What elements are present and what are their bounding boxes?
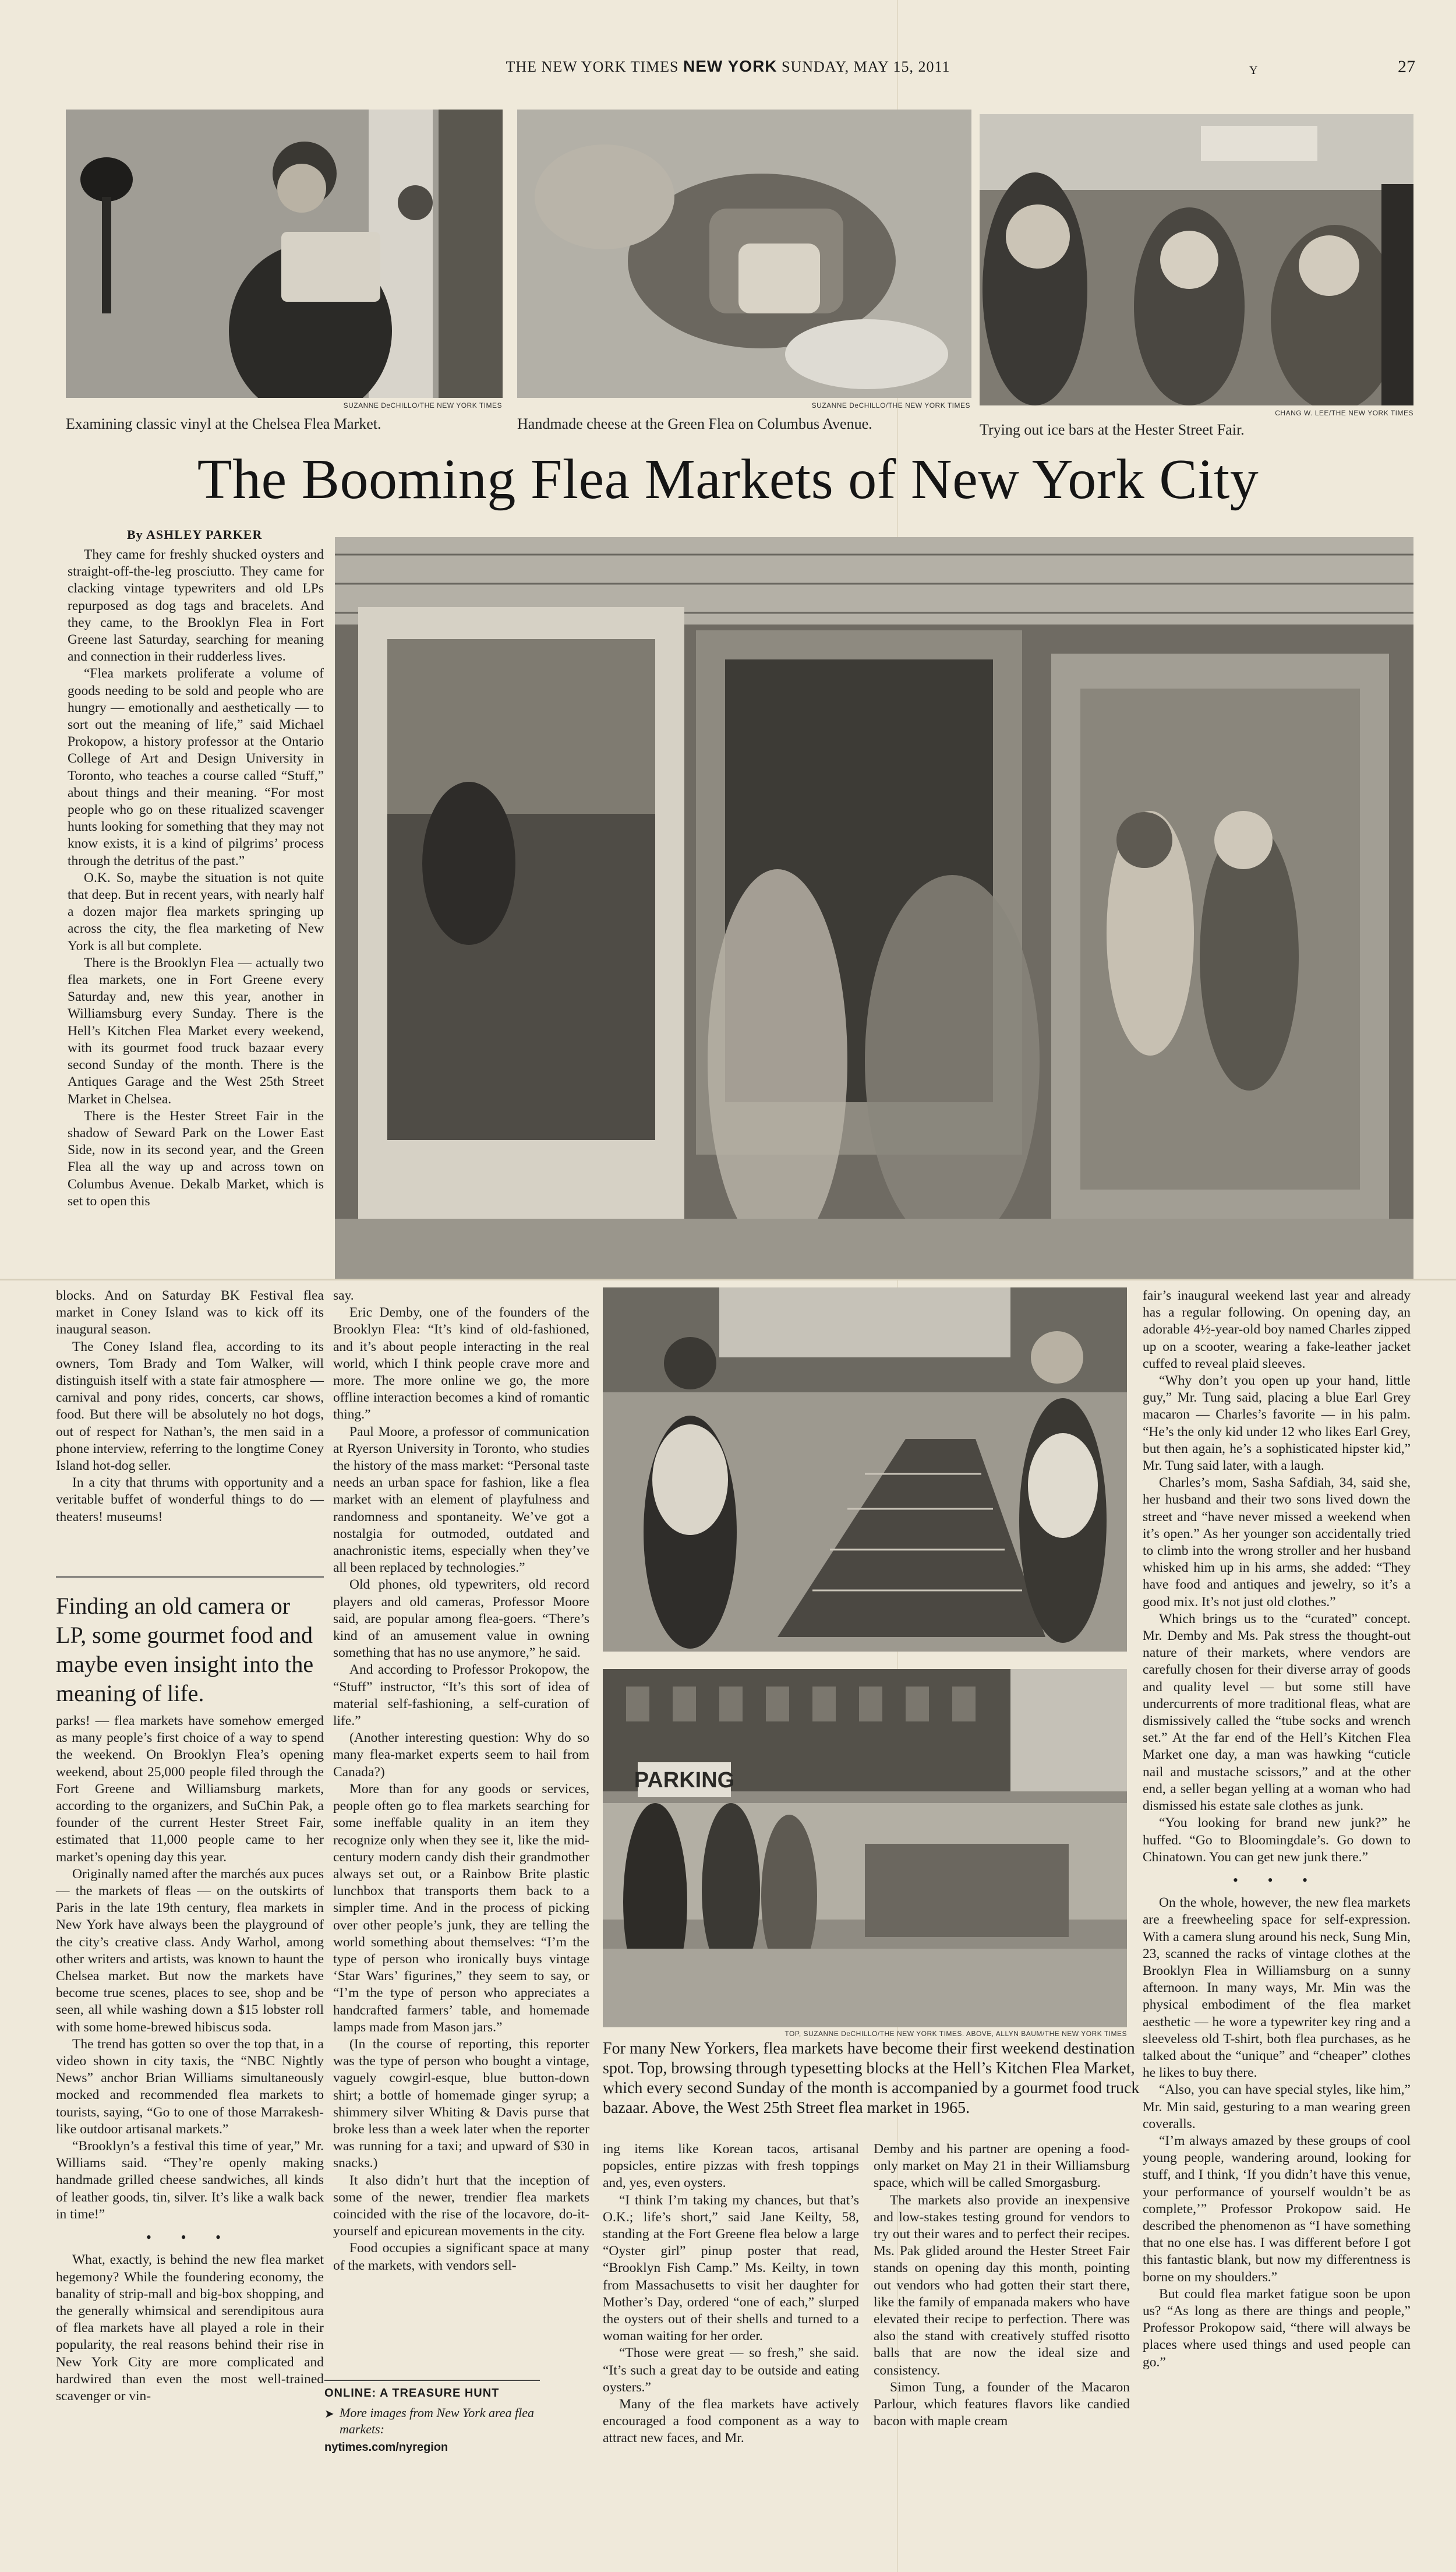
online-promo-heading: ONLINE: A TREASURE HUNT <box>324 2380 540 2400</box>
paragraph: Which brings us to the “curated” concept. Mr. Demby and Ms. Pak stress the thought-out nature of their markets, where vendors are carefully chosen for their diverse array of goods and quality level — but some still have undercurrents of more traditional fleas, what are dismissively called the “tube socks and wrench set.” At the far end of the Hell’s Kitchen Flea Market one day, a man was hawking “cuticle nail and mustache scissors,” and at the other end, a seller began yelling at a woman who had dismissed his estate sale clothes as junk. <box>1143 1611 1411 1814</box>
article-column-1-top <box>68 546 324 1210</box>
online-promo <box>324 2380 540 2454</box>
photo-caption: Examining classic vinyl at the Chelsea Flea Market. <box>66 415 381 432</box>
paragraph: There is the Hester Street Fair in the shadow of Seward Park on the Lower East Side, now in its second year, and the Green Flea all the way up and across town on Columbus Avenue. Dekalb Market, which is set to open this <box>68 1108 324 1209</box>
paragraph: Simon Tung, a founder of the Macaron Parlour, which features flavors like candied bacon with maple cream <box>874 2379 1130 2429</box>
masthead-paper: THE NEW YORK TIMES <box>506 58 679 75</box>
paragraph: “You looking for brand new junk?” he huffed. “Go to Bloomingdale’s. Go down to Chinatown. You can get new junk there.” <box>1143 1815 1411 1865</box>
masthead-date: SUNDAY, MAY 15, 2011 <box>782 58 950 75</box>
paragraph: The markets also provide an inexpensive and low-stakes testing ground for vendors to try out their wares and to perfect their recipes. Ms. Pak glided around the Hester Street Fair stands on opening day this month, pointing out vendors who had gotten their start there, like the family of empanada makers who have elevated their recipe to perfection. There was also the stand with creatively stuffed risotto balls that are now the ideal size and consistency. <box>874 2192 1130 2378</box>
photo-credit: TOP, SUZANNE DeCHILLO/THE NEW YORK TIMES. ABOVE, ALLYN BAUM/THE NEW YORK TIMES <box>784 2030 1127 2038</box>
photo-ice-bars <box>980 114 1413 405</box>
paragraph: “I’m always amazed by these groups of cool young people, wandering around, looking for stuff, and I think, ‘If you didn’t have this venue, your performance of yourself wouldn’t be as complete,’” Professor Prokopow said. He described the phenomenon as “I have something that no one else has. I was different before I got this fantastic blank, but now my differentness is borne on my shoulders.” <box>1143 2133 1411 2285</box>
paragraph: blocks. And on Saturday BK Festival flea market in Coney Island was to kick off its inaugural season. <box>56 1288 324 1338</box>
paragraph: “Why don’t you open up your hand, little guy,” Mr. Tung said, placing a blue Earl Grey macaron — Charles’s favorite — in his palm. “He’s the only kid under 12 who likes Earl Grey, but then again, he’s a sophisticated hipster kid,” Mr. Tung said later, with a laugh. <box>1143 1373 1411 1474</box>
photo-typesetting-blocks <box>603 1287 1127 1652</box>
paragraph: “Brooklyn’s a festival this time of year,” Mr. Williams said. “They’re openly making handmade grilled cheese sandwiches, all kinds of leather goods, tin, silver. It’s like a walk back in time!” <box>56 2139 324 2222</box>
paragraph: But could flea market fatigue soon be upon us? “As long as there are things and people,” Professor Prokopow said, “there will always be places where used things and used people can go.” <box>1143 2286 1411 2370</box>
paragraph: “Flea markets proliferate a volume of goods needing to be sold and people who are hungry — emotionally and aesthetically — to sort out the meaning of life,” said Michael Prokopow, a history professor at the Ontario College of Art and Design University in Toronto, who teaches a course called “Stuff,” about things and their meaning. “For most people who go on these ritualized scavenger hunts looking for something that they may not know exists, it is a kind of pilgrims’ process through the detritus of the past.” <box>68 666 324 869</box>
masthead-section: NEW YORK <box>683 57 778 75</box>
article-column-3 <box>603 2141 859 2447</box>
paragraph: (Another interesting question: Why do so many flea-market experts seem to hail from Canada?) <box>333 1730 589 1780</box>
paragraph: And according to Professor Prokopow, the “Stuff” instructor, “It’s this sort of idea of material self-fashioning, a self-curation of life.” <box>333 1662 589 1729</box>
paragraph: parks! — flea markets have somehow emerged as many people’s first choice of a way to spend the weekend. On Brooklyn Flea’s opening weekend, about 25,000 people filed through the Fort Greene and Williamsburg markets, according to the organizers, and SuChin Pak, a founder of the current Hester Street Fair, estimated that 11,000 people came to her market’s opening day this year. <box>56 1713 324 1865</box>
online-promo-text <box>324 2405 540 2437</box>
paragraph: “Also, you can have special styles, like him,” Mr. Min said, gesturing to a man wearing green coveralls. <box>1143 2082 1411 2132</box>
arrow-icon: ➤ <box>324 2408 334 2421</box>
paragraph: On the whole, however, the new flea markets are a freewheeling space for self-expression. With a camera slung around his neck, Sung Min, 23, scanned the racks of vintage clothes at the Brooklyn Flea in Williamsburg on a sunny afternoon. In many ways, Mr. Min was the physical embodiment of the flea market aesthetic — he wore a typewriter key ring and a sleeveless old T-shirt, both flea purchases, as he talked about the “unique” and “cheaper” clothes he likes to buy there. <box>1143 1895 1411 2081</box>
article-column-1-bottom <box>56 1713 324 2405</box>
paragraph: Charles’s mom, Sasha Safdiah, 34, said she, her husband and their two sons lived down the street and “have never missed a weekend when it’s open.” As her younger son accidentally tried to climb into the wrong stroller and her husband whisked him up in his arms, she added: “They have food and antiques and jewelry, so it’s a good mix. It’s not just old clothes.” <box>1143 1475 1411 1610</box>
article-column-2 <box>333 1287 589 2274</box>
photo-vinyl <box>66 110 503 398</box>
masthead-edition-mark: Y <box>1249 64 1258 77</box>
paragraph: The trend has gotten so over the top that, in a video shown in city taxis, the “NBC Nightly News” anchor Brian Williams simultaneously mocked and recommended flea markets to tourists, saying, “Go to one of those Marrakesh-like outdoor artisanal markets.” <box>56 2036 324 2137</box>
photo-caption: Handmade cheese at the Green Flea on Columbus Avenue. <box>517 415 872 432</box>
photo-cheese <box>517 110 971 398</box>
paragraph: Many of the flea markets have actively encouraged a food component as a way to attract new faces, and Mr. <box>603 2397 859 2446</box>
paragraph: ing items like Korean tacos, artisanal popsicles, entire pizzas with fresh toppings and, yes, even oysters. <box>603 2141 859 2191</box>
paragraph: Originally named after the marchés aux puces — the markets of fleas — on the outskirts of Paris in the late 19th century, flea markets in New York have always been the playground of the city’s creative class. Andy Warhol, among other writers and artists, was known to haunt the Chelsea market. But now the markets have become true scenes, places to see, shop and be seen, all while washing down a $15 lobster roll with some home-brewed hibiscus soda. <box>56 1866 324 2035</box>
paragraph: “Those were great — so fresh,” she said. “It’s such a great day to be outside and eating oysters.” <box>603 2345 859 2395</box>
photo-credit: SUZANNE DeCHILLO/THE NEW YORK TIMES <box>343 401 502 410</box>
paragraph: Old phones, old typewriters, old record players and old cameras, Professor Moore said, are popular among flea-goers. “There’s kind of an amusement value in owning something that has no use anymore,” he said. <box>333 1577 589 1661</box>
online-promo-link[interactable]: nytimes.com/nyregion <box>324 2441 448 2454</box>
paragraph: Demby and his partner are opening a food-only market on May 21 in their Williamsburg space, which will be called Smorgasburg. <box>874 2141 1130 2191</box>
section-break: • • • <box>146 2229 234 2246</box>
page-fold-horizontal <box>0 1279 1456 1280</box>
parking-sign-text: PARKING <box>634 1768 735 1793</box>
headline: The Booming Flea Markets of New York City <box>197 448 1259 511</box>
paragraph: In a city that thrums with opportunity and a veritable buffet of wonderful things to do — theaters! museums! <box>56 1475 324 1525</box>
photo-credit: SUZANNE DeCHILLO/THE NEW YORK TIMES <box>811 401 970 410</box>
paragraph: There is the Brooklyn Flea — actually two flea markets, one in Fort Greene every Saturday and, new this year, another in Williamsburg every Sunday. There is the Hell’s Kitchen Flea Market every weekend, with its gourmet food truck bazaar every second Sunday of the month. There is the Antiques Garage and the West 25th Street Market in Chelsea. <box>68 955 324 1107</box>
paragraph: It also didn’t hurt that the inception of some of the newer, trendier flea markets coincided with the rise of the locavore, do-it-yourself and epicurean movements in the city. <box>333 2172 589 2239</box>
paragraph: “I think I’m taking my chances, but that’s O.K.; life’s short,” said Jane Keilty, 58, standing at the Fort Greene flea below a large “Oyster girl” pinup poster that read, “Brooklyn Fish Camp.” Ms. Keilty, in town from Massachusetts to visit her daughter for Mother’s Day, ordered “one of each,” slurped the oysters out of their shells and turned to a woman waiting for her order. <box>603 2192 859 2344</box>
paragraph: They came for freshly shucked oysters and straight-off-the-leg prosciutto. They came for clacking vintage typewriters and old LPs repurposed as dog tags and bracelets. And they came, to the Brooklyn Flea in Fort Greene last Saturday, searching for meaning and connection in their rudderless lives. <box>68 547 324 665</box>
pull-quote: Finding an old camera or LP, some gourmet food and maybe even insight into the meaning of life. <box>56 1576 324 1708</box>
online-promo-body: More images from New York area flea markets: <box>340 2405 535 2436</box>
masthead <box>0 57 1456 80</box>
photo-caption: For many New Yorkers, flea markets have become their first weekend destination spot. Top, browsing through typesetting blocks at the Hell’s Kitchen Flea Market, which every second Sunday of the month is accompanied by a gourmet food truck bazaar. Above, the West 25th Street flea market in 1965. <box>603 2040 1140 2117</box>
section-break: • • • <box>1232 1871 1321 1889</box>
article-column-1-middle <box>56 1287 324 1526</box>
paragraph: The Coney Island flea, according to its owners, Tom Brady and Tom Walker, will distinguish itself with a state fair atmosphere — carnival and pony rides, concerts, car shows, food. But there will be absolutely no hot dogs, out of respect for Nathan’s, the men said in a phone interview, referring to the longtime Coney Island hot-dog seller. <box>56 1339 324 1474</box>
page-number: 27 <box>1398 57 1415 76</box>
paragraph: Paul Moore, a professor of communication at Ryerson University in Toronto, who studies the history of the mass market: “Personal taste needs an urban space for fashion, like a flea market with an element of playfulness and randomness and spontaneity. We’ve got a nostalgia for outmoded, outdated and anachronistic items, especially when they’ve all been replaced by technologies.” <box>333 1424 589 1576</box>
paragraph: O.K. So, maybe the situation is not quite that deep. But in recent years, with nearly half a dozen major flea markets springing up across the city, the flea marketing of New York is all but complete. <box>68 870 324 954</box>
photo-caption: Trying out ice bars at the Hester Street Fair. <box>980 421 1245 438</box>
photo-mirrors-flea <box>335 537 1413 1279</box>
paragraph: fair’s inaugural weekend last year and already has a regular following. On opening day, an adorable 4½-year-old boy named Charles zipped up on a scooter, wearing a fake-leather jacket cuffed to reveal plaid sleeves. <box>1143 1288 1411 1371</box>
masthead-line <box>0 57 1456 76</box>
paragraph: (In the course of reporting, this reporter was the type of person who bought a vintage, vaguely cowgirl-esque, blue button-down shirt; a bottle of homemade ginger syrup; a shimmery silver Whiting & Davis purse that broke less than a week later when the reporter was running for a taxi; and upward of $30 in snacks.) <box>333 2036 589 2171</box>
article-column-5 <box>1143 1287 1411 2371</box>
paragraph: say. <box>333 1288 354 1303</box>
photo-credit: CHANG W. LEE/THE NEW YORK TIMES <box>1275 409 1413 417</box>
article-column-4 <box>874 2141 1130 2430</box>
paragraph: Eric Demby, one of the founders of the Brooklyn Flea: “It’s kind of old-fashioned, and it’s about people interacting in the real world, which I think people crave more and more. The more online we go, the more offline interaction becomes a kind of romantic thing.” <box>333 1305 589 1423</box>
photo-west-25th-1965 <box>603 1669 1127 2027</box>
byline: By ASHLEY PARKER <box>127 527 263 542</box>
paragraph: More than for any goods or services, people often go to flea markets searching for some ineffable quality in an item they recognize only when they see it, like the mid-century modern candy dish their grandmother always set out, or a Rainbow Brite plastic lunchbox that transports them back to a simpler time. And in the process of picking over other people’s junk, they are telling the world something about themselves: “I’m the type of person who ironically buys vintage ‘Star Wars’ figurines,” they seem to say, or “I’m the type of person who appreciates a handcrafted farmers’ table, and homemade lamps made from Mason jars.” <box>333 1781 589 2035</box>
paragraph: What, exactly, is behind the new flea market hegemony? While the foundering economy, the banality of strip-mall and big-box shopping, and the generally whimsical and serendipitous aura of flea markets have all played a role in their popularity, the real reasons behind their rise in New York City are more complicated and hardwired than even the most well-trained scavenger or vin- <box>56 2252 324 2404</box>
paragraph: Food occupies a significant space at many of the markets, with vendors sell- <box>333 2241 589 2273</box>
